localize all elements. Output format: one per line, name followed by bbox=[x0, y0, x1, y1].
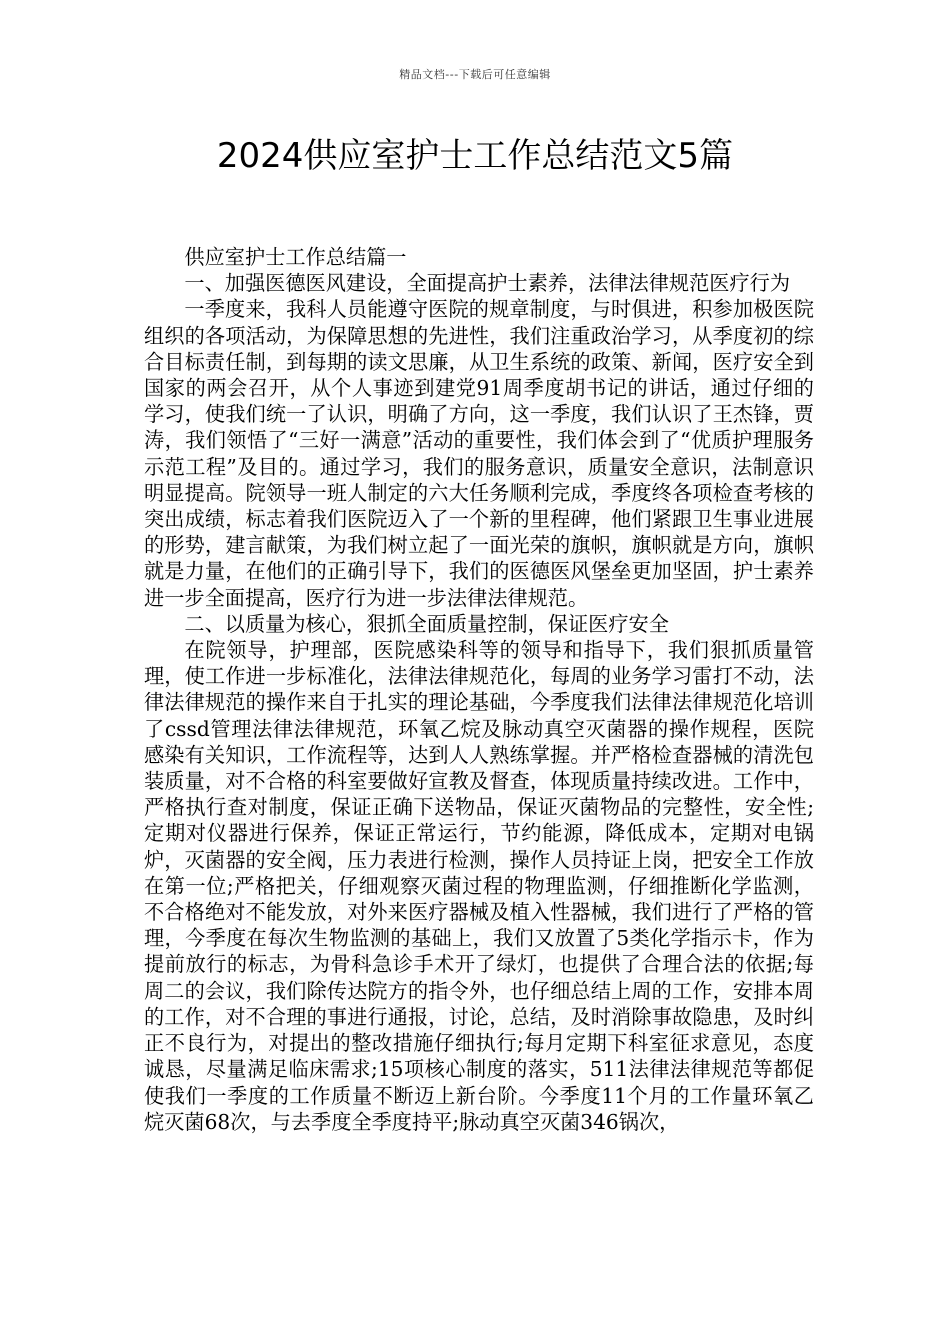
subsection-heading: 一、加强医德医风建设，全面提高护士素养，法律法律规范医疗行为 bbox=[184, 271, 791, 296]
document-title: 2024供应室护士工作总结范文5篇 bbox=[216, 136, 734, 176]
header-note: 精品文档---下载后可任意编辑 bbox=[399, 68, 551, 81]
document-body bbox=[144, 244, 814, 1135]
body-paragraph: 在院领导，护理部，医院感染科等的领导和指导下，我们狠抓质量管理，使工作进一步标准化，法律法律规范化，每周的业务学习雷打不动，法律法律规范的操作来自于扎实的理论基础，今季度我们法律法律规范化培训了cssd管理法律法律规范，环氧乙烷及脉动真空灭菌器的操作规程，医院感染有关知识，工作流程等，达到人人熟练掌握。并严格检查器械的清洗包装质量，对不合格的科室要做好宣教及督查，体现质量持续改进。工作中，严格执行查对制度，保证正确下送物品，保证灭菌物品的完整性，安全性;定期对仪器进行保养，保证正常运行，节约能源，降低成本，定期对电锅炉，灭菌器的安全阀，压力表进行检测，操作人员持证上岗，把安全工作放在第一位;严格把关，仔细观察灭菌过程的物理监测，仔细推断化学监测，不合格绝对不能发放，对外来医疗器械及植入性器械，我们进行了严格的管理，今季度在每次生物监测的基础上，我们又放置了5类化学指示卡，作为提前放行的标志，为骨科急诊手术开了绿灯，也提供了合理合法的依据;每周二的会议，我们除传达院方的指令外，也仔细总结上周的工作，安排本周的工作，对不合理的事进行通报，讨论，总结，及时消除事故隐患，及时纠正不良行为，对提出的整改措施仔细执行;每月定期下科室征求意见，态度诚恳，尽量满足临床需求;15项核心制度的落实，511法律法律规范等都促使我们一季度的工作质量不断迈上新台阶。今季度11个月的工作量环氧乙烷灭菌68次，与去季度全季度持平;脉动真空灭菌346锅次， bbox=[144, 638, 814, 1134]
section-heading: 供应室护士工作总结篇一 bbox=[184, 245, 407, 269]
subsection-heading: 二、以质量为核心，狠抓全面质量控制，保证医疗安全 bbox=[184, 611, 669, 636]
body-paragraph: 一季度来，我科人员能遵守医院的规章制度，与时俱进，积参加极医院组织的各项活动，为保障思想的先进性，我们注重政治学习，从季度初的综合目标责任制，到每期的读文思廉，从卫生系统的政策、新闻，医疗安全到国家的两会召开，从个人事迹到建党91周季度胡书记的讲话，通过仔细的学习，使我们统一了认识，明确了方向，这一季度，我们认识了王杰锋，贾涛，我们领悟了“三好一满意”活动的重要性，我们体会到了“优质护理服务示范工程”及目的。通过学习，我们的服务意识，质量安全意识，法制意识明显提高。院领导一班人制定的六大任务顺利完成，季度终各项检查考核的突出成绩，标志着我们医院迈入了一个新的里程碑，他们紧跟卫生事业进展的形势，建言献策，为我们树立起了一面光荣的旗帜，旗帜就是方向，旗帜就是力量，在他们的正确引导下，我们的医德医风堡垒更加坚固，护士素养进一步全面提高，医疗行为进一步法律法律规范。 bbox=[144, 297, 814, 610]
